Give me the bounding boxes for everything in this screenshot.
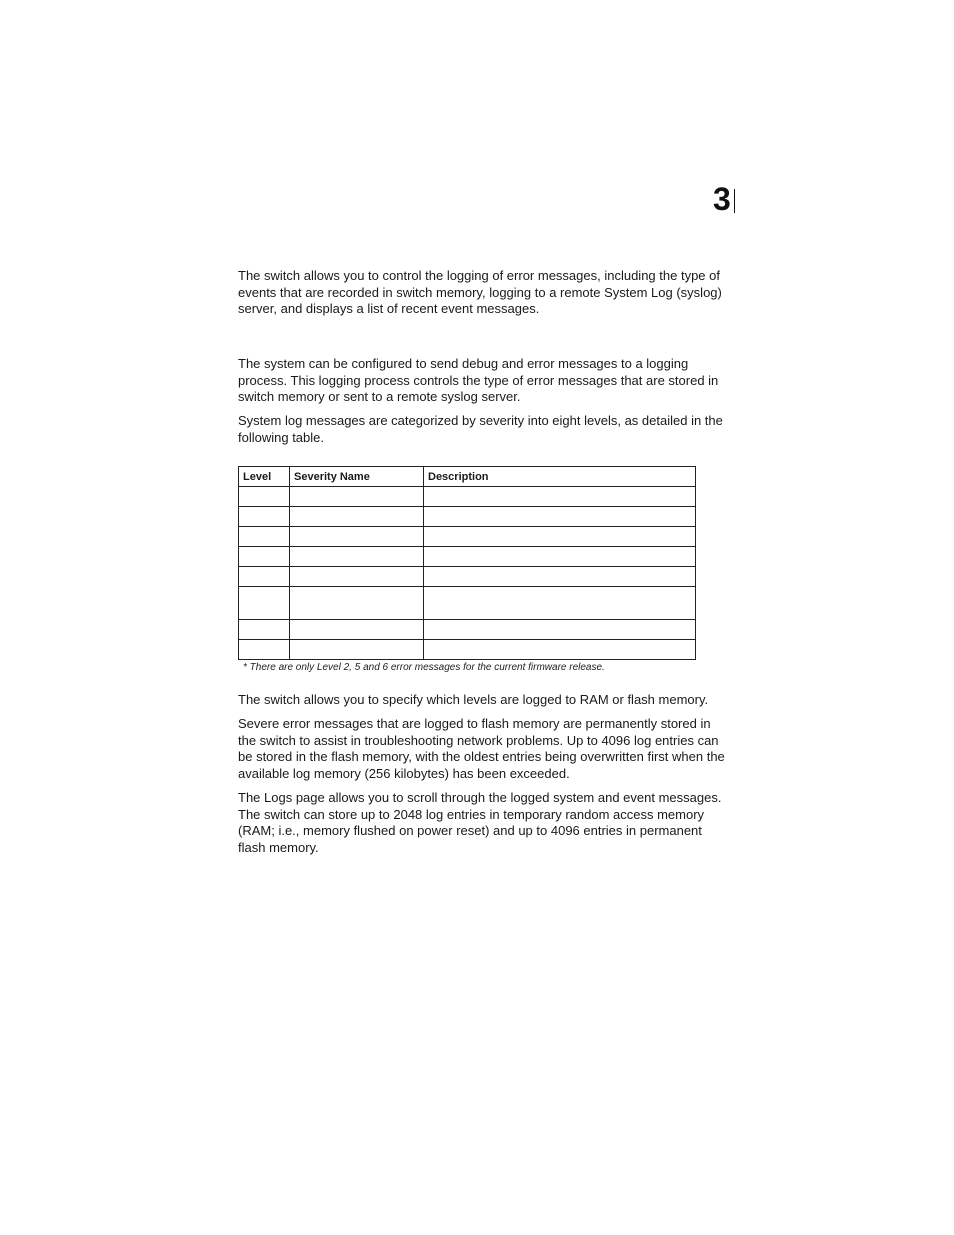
levels-logged-paragraph: The switch allows you to specify which levels are logged to RAM or flash memory. xyxy=(238,692,709,707)
cell-level xyxy=(239,640,290,660)
logs-page-paragraph: The Logs page allows you to scroll through the logged system and event messages. The switch can store up to 2048 log entries in temporary random access memory (RAM; i.e., memory flushed on power reset) and up to 4096 entries in permanent flash memory. xyxy=(238,790,722,855)
table-row xyxy=(239,587,696,620)
table-row xyxy=(239,507,696,527)
cell-description xyxy=(424,487,696,507)
cell-level xyxy=(239,487,290,507)
table-row xyxy=(239,640,696,660)
severe-messages-paragraph: Severe error messages that are logged to flash memory are permanently stored in the switch to assist in troubleshooting network problems. Up to 4096 log entries can be stored in the flash memory, with the oldest entries being overwritten first when the available log memory (256 kilobytes) has been exceeded. xyxy=(238,716,725,781)
cell-severity-name xyxy=(290,620,424,640)
cell-description xyxy=(424,587,696,620)
cell-level xyxy=(239,527,290,547)
cell-level xyxy=(239,587,290,620)
cell-description xyxy=(424,547,696,567)
header-description: Description xyxy=(424,467,696,487)
cell-severity-name xyxy=(290,487,424,507)
configure-paragraph: The system can be configured to send debug and error messages to a logging process. This logging process controls the type of error messages that are stored in switch memory or sent to a remote syslog server. xyxy=(238,356,719,404)
cell-severity-name xyxy=(290,527,424,547)
cell-description xyxy=(424,640,696,660)
cell-description xyxy=(424,527,696,547)
categorized-paragraph: System log messages are categorized by severity into eight levels, as detailed in the following table. xyxy=(238,413,723,445)
chapter-marker xyxy=(713,181,735,217)
cell-severity-name xyxy=(290,507,424,527)
cell-level xyxy=(239,620,290,640)
header-severity-name: Severity Name xyxy=(290,467,424,487)
cell-severity-name xyxy=(290,587,424,620)
table-row xyxy=(239,527,696,547)
cell-level xyxy=(239,507,290,527)
cell-level xyxy=(239,567,290,587)
severity-levels-table xyxy=(238,466,696,660)
table-footnote: * There are only Level 2, 5 and 6 error messages for the current firmware release. xyxy=(243,662,605,673)
cell-level xyxy=(239,547,290,567)
table-row xyxy=(239,487,696,507)
cell-description xyxy=(424,567,696,587)
table-header-row xyxy=(239,467,696,487)
cell-severity-name xyxy=(290,640,424,660)
header-level: Level xyxy=(239,467,290,487)
cell-description xyxy=(424,507,696,527)
intro-paragraph: The switch allows you to control the logging of error messages, including the type of events that are recorded in switch memory, logging to a remote System Log (syslog) server, and displays a list of recent event messages. xyxy=(238,268,722,316)
cell-description xyxy=(424,620,696,640)
table-row xyxy=(239,567,696,587)
cell-severity-name xyxy=(290,547,424,567)
chapter-divider xyxy=(734,189,735,213)
cell-severity-name xyxy=(290,567,424,587)
table-row xyxy=(239,620,696,640)
table-row xyxy=(239,547,696,567)
chapter-number: 3 xyxy=(713,181,731,217)
